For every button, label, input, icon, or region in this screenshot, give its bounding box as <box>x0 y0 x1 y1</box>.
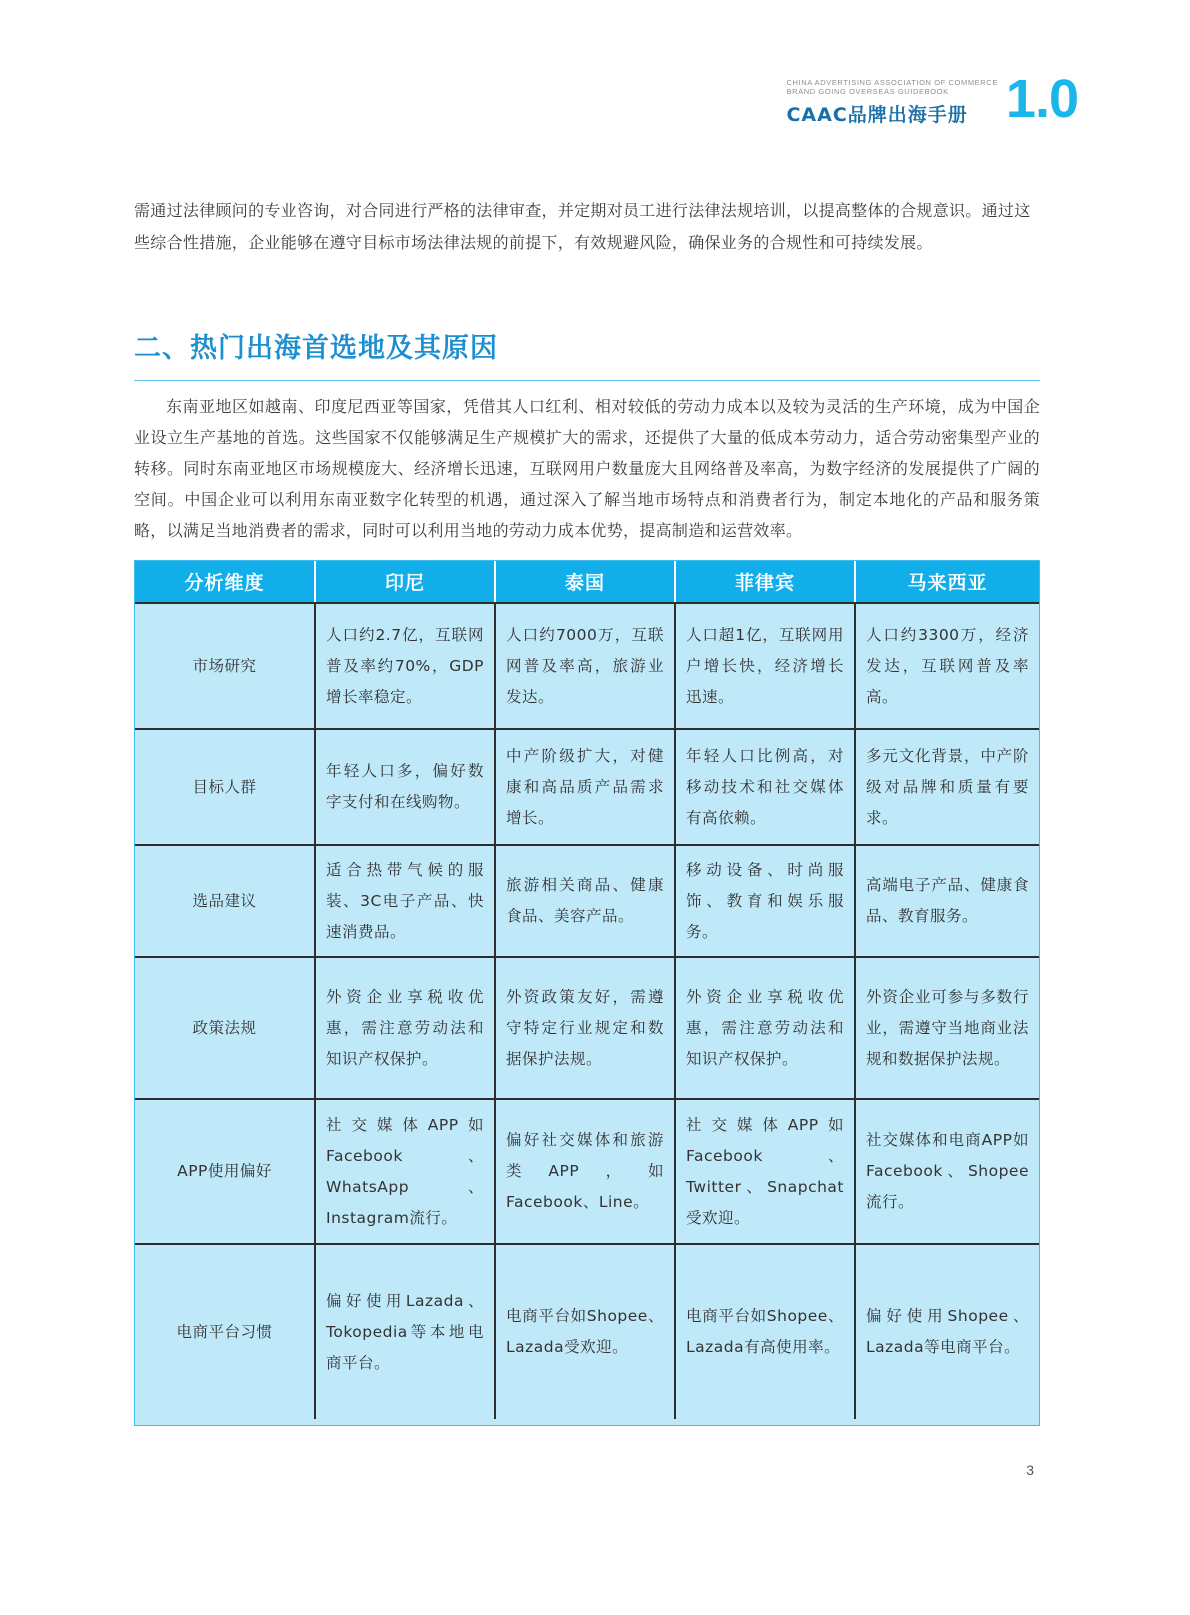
header-subtitle-line1: CHINA ADVERTISING ASSOCIATION OF COMMERCE <box>786 78 998 87</box>
table-cell: 人口约3300万，经济发达，互联网普及率高。 <box>855 603 1039 729</box>
table-header-cell: 马来西亚 <box>855 561 1039 603</box>
table-header-row <box>135 561 1039 603</box>
table-cell: 人口超1亿，互联网用户增长快，经济增长迅速。 <box>675 603 855 729</box>
table-row <box>135 957 1039 1099</box>
table-cell: 偏好使用Lazada、Tokopedia等本地电商平台。 <box>315 1244 495 1419</box>
row-dimension-label: 电商平台习惯 <box>135 1244 315 1419</box>
table-cell: 外资企业享税收优惠，需注意劳动法和知识产权保护。 <box>315 957 495 1099</box>
row-dimension-label: APP使用偏好 <box>135 1099 315 1244</box>
table-header-cell: 分析维度 <box>135 561 315 603</box>
table-row <box>135 1244 1039 1419</box>
table-cell: 偏好社交媒体和旅游类APP，如Facebook、Line。 <box>495 1099 675 1244</box>
table-cell: 人口约2.7亿，互联网普及率约70%，GDP增长率稳定。 <box>315 603 495 729</box>
table-row <box>135 729 1039 845</box>
table-cell: 社交媒体和电商APP如Facebook、Shopee流行。 <box>855 1099 1039 1244</box>
section-title: 二、热门出海首选地及其原因 <box>134 333 498 364</box>
table-header-cell: 菲律宾 <box>675 561 855 603</box>
comparison-table <box>135 561 1039 1419</box>
row-dimension-label: 政策法规 <box>135 957 315 1099</box>
table-cell: 电商平台如Shopee、Lazada有高使用率。 <box>675 1244 855 1419</box>
intro-paragraph: 需通过法律顾问的专业咨询，对合同进行严格的法律审查，并定期对员工进行法律法规培训，以提高整体的合规意识。通过这些综合性措施，企业能够在遵守目标市场法律法规的前提下，有效规避风险，确保业务的合规性和可持续发展。 <box>134 201 1031 252</box>
header-title: CAAC品牌出海手册 <box>786 104 968 126</box>
section-paragraph: 东南亚地区如越南、印度尼西亚等国家，凭借其人口红利、相对较低的劳动力成本以及较为灵活的生产环境，成为中国企业设立生产基地的首选。这些国家不仅能够满足生产规模扩大的需求，还提供了大量的低成本劳动力，适合劳动密集型产业的转移。同时东南亚地区市场规模庞大、经济增长迅速，互联网用户数量庞大且网络普及率高，为数字经济的发展提供了广阔的空间。中国企业可以利用东南亚数字化转型的机遇，通过深入了解当地市场特点和消费者行为，制定本地化的产品和服务策略，以满足当地消费者的需求，同时可以利用当地的劳动力成本优势，提高制造和运营效率。 <box>134 397 1040 540</box>
table-cell: 社交媒体APP如Facebook、WhatsApp、Instagram流行。 <box>315 1099 495 1244</box>
table-cell: 偏好使用Shopee、Lazada等电商平台。 <box>855 1244 1039 1419</box>
table-cell: 外资政策友好，需遵守特定行业规定和数据保护法规。 <box>495 957 675 1099</box>
page-header <box>786 69 1078 129</box>
table-header-cell: 泰国 <box>495 561 675 603</box>
table-cell: 年轻人口多，偏好数字支付和在线购物。 <box>315 729 495 845</box>
table-cell: 高端电子产品、健康食品、教育服务。 <box>855 845 1039 957</box>
table-cell: 多元文化背景，中产阶级对品牌和质量有要求。 <box>855 729 1039 845</box>
table-row <box>135 1099 1039 1244</box>
table-cell: 移动设备、时尚服饰、教育和娱乐服务。 <box>675 845 855 957</box>
table-header-cell: 印尼 <box>315 561 495 603</box>
table-cell: 中产阶级扩大，对健康和高品质产品需求增长。 <box>495 729 675 845</box>
table-row <box>135 603 1039 729</box>
table-cell: 旅游相关商品、健康食品、美容产品。 <box>495 845 675 957</box>
table-cell: 外资企业享税收优惠，需注意劳动法和知识产权保护。 <box>675 957 855 1099</box>
header-subtitle-line2: BRAND GOING OVERSEAS GUIDEBOOK <box>786 87 949 96</box>
table-cell: 人口约7000万，互联网普及率高，旅游业发达。 <box>495 603 675 729</box>
header-text-block <box>786 72 997 127</box>
comparison-table-container <box>134 560 1040 1426</box>
table-row <box>135 845 1039 957</box>
header-version: 1.0 <box>1005 69 1078 129</box>
row-dimension-label: 目标人群 <box>135 729 315 845</box>
table-cell: 电商平台如Shopee、Lazada受欢迎。 <box>495 1244 675 1419</box>
table-cell: 适合热带气候的服装、3C电子产品、快速消费品。 <box>315 845 495 957</box>
page-number: 3 <box>1026 1462 1034 1478</box>
row-dimension-label: 选品建议 <box>135 845 315 957</box>
table-cell: 社交媒体APP如Facebook、Twitter、Snapchat受欢迎。 <box>675 1099 855 1244</box>
table-cell: 外资企业可参与多数行业，需遵守当地商业法规和数据保护法规。 <box>855 957 1039 1099</box>
row-dimension-label: 市场研究 <box>135 603 315 729</box>
table-cell: 年轻人口比例高，对移动技术和社交媒体有高依赖。 <box>675 729 855 845</box>
section-divider <box>134 380 1040 381</box>
